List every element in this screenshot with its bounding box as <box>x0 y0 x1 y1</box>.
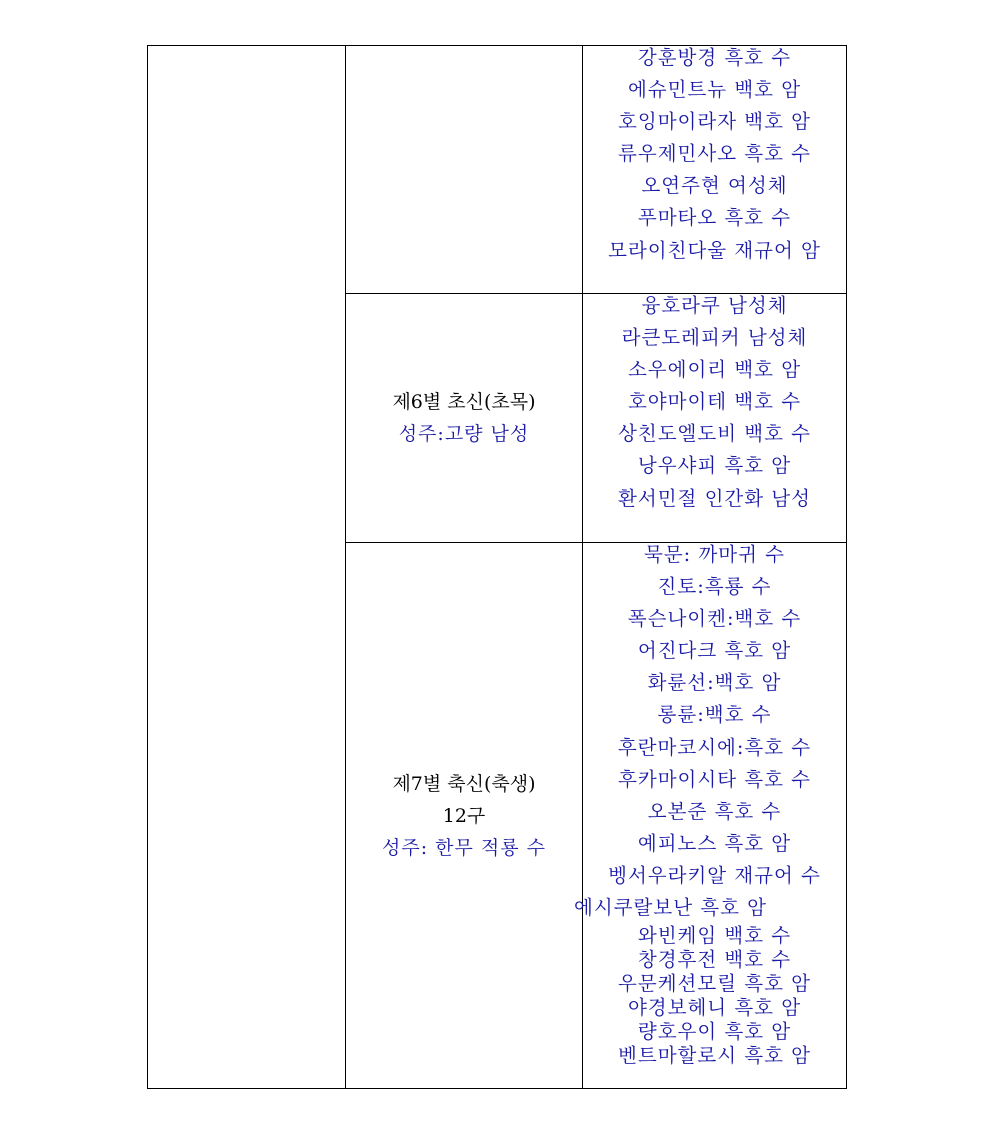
list-item: 환서민절 인간화 남성 <box>618 486 811 510</box>
table-row <box>148 46 847 294</box>
document-page <box>147 45 847 1088</box>
list-item: 창경후전 백호 수 <box>637 948 792 972</box>
list-item: 벵서우라키알 재규어 수 <box>608 863 821 887</box>
entry-list-tight <box>583 924 846 1068</box>
list-item: 푸마타오 흑호 수 <box>637 206 792 230</box>
star-title: 제7별 축신(축생) <box>392 772 536 795</box>
list-item: 소우에이리 백호 암 <box>627 358 802 382</box>
list-item: 호잉마이라자 백호 암 <box>618 110 811 134</box>
star-count: 12구 <box>442 804 486 827</box>
entry-list <box>583 42 846 267</box>
list-item: 후란마코시에:흑호 수 <box>617 735 812 759</box>
empty-left-cell <box>148 46 346 1089</box>
entries-cell <box>574 543 847 1089</box>
entry-list <box>583 290 846 515</box>
list-item: 류우제민사오 흑호 수 <box>618 142 811 166</box>
star-lord: 성주:고량 남성 <box>398 423 530 445</box>
star-lord: 성주: 한무 적룡 수 <box>382 836 546 859</box>
list-item: 융호라쿠 남성체 <box>641 294 788 317</box>
star-table <box>147 45 847 1089</box>
entry-list <box>574 539 846 924</box>
list-item: 묵문: 까마귀 수 <box>644 543 785 566</box>
entries-cell <box>583 46 847 294</box>
list-item: 벤트마할로시 흑호 암 <box>618 1044 811 1068</box>
list-item: 에슈민트뉴 백호 암 <box>627 78 802 102</box>
entries-cell <box>583 294 847 543</box>
list-item: 예피노스 흑호 암 <box>637 831 792 855</box>
list-item: 롱륜:백호 수 <box>657 703 772 727</box>
star-cell <box>346 294 583 543</box>
list-item: 라큰도레피커 남성체 <box>621 326 808 350</box>
list-item: 호야마이테 백호 수 <box>627 390 802 414</box>
list-item: 후카마이시타 흑호 수 <box>618 767 811 791</box>
list-item: 진토:흑룡 수 <box>657 575 772 599</box>
list-item: 강훈방경 흑호 수 <box>637 46 792 69</box>
list-item: 어진다크 흑호 암 <box>637 639 792 663</box>
list-item: 낭우샤피 흑호 암 <box>637 454 792 478</box>
list-item: 폭슨나이켄:백호 수 <box>627 607 802 631</box>
star-cell-empty <box>346 46 583 294</box>
list-item: 오연주현 여성체 <box>641 174 788 198</box>
star-cell <box>346 543 583 1089</box>
list-item: 에시쿠랄보난 흑호 암 <box>574 896 767 920</box>
star-title: 제6별 초신(초목) <box>392 391 536 413</box>
list-item: 야경보헤니 흑호 암 <box>627 996 802 1020</box>
list-item: 오본준 흑호 수 <box>647 799 782 823</box>
list-item: 와빈케임 백호 수 <box>637 924 792 948</box>
list-item: 상친도엘도비 백호 수 <box>618 422 811 446</box>
list-item: 량호우이 흑호 암 <box>637 1020 792 1044</box>
list-item: 화륜선:백호 암 <box>647 671 782 695</box>
list-item: 모라이친다울 재규어 암 <box>608 238 821 262</box>
list-item: 우문케션모릴 흑호 암 <box>618 972 811 996</box>
